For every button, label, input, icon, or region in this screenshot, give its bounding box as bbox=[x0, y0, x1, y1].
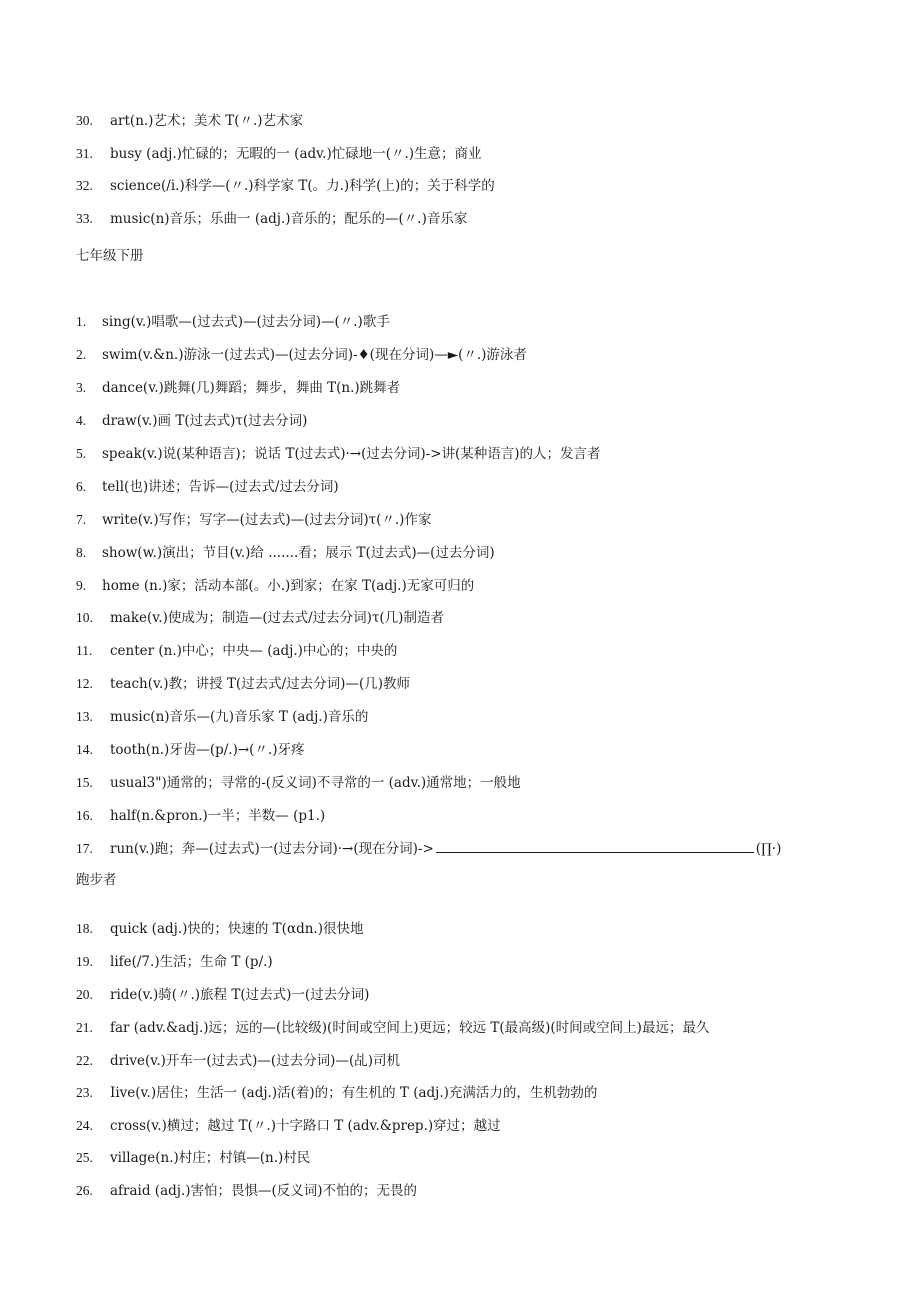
entry-number: 12. bbox=[76, 676, 93, 691]
entry-continuation: 跑步者 bbox=[76, 872, 117, 888]
section-heading: 七年级下册 bbox=[76, 248, 144, 264]
entry-number: 4. bbox=[76, 413, 87, 428]
entry-text: cross(v.)横过；越过 T(〃.)十字路口 T (adv.&prep.)穿过；越过 bbox=[110, 1118, 501, 1134]
vocab-entry bbox=[76, 544, 495, 562]
vocab-entry bbox=[76, 379, 400, 397]
entry-text: half(n.&pron.)一半；半数— (p1.) bbox=[110, 808, 326, 824]
entry-number: 5. bbox=[76, 446, 87, 461]
vocab-entry bbox=[76, 577, 474, 595]
vocab-entry bbox=[76, 445, 601, 463]
entry-text: tooth(n.)牙齿—(p/.)→(〃.)牙疼 bbox=[110, 742, 305, 758]
entry-text: write(v.)写作；写字—(过去式)—(过去分词)τ(〃.)作家 bbox=[102, 512, 432, 528]
vocab-entry bbox=[76, 609, 444, 627]
answer-blank bbox=[436, 840, 754, 853]
vocab-entry bbox=[76, 840, 781, 858]
vocab-entry bbox=[76, 774, 521, 792]
entry-number: 7. bbox=[76, 512, 87, 527]
entry-text: music(n)音乐—(九)音乐家 T (adj.)音乐的 bbox=[110, 709, 369, 725]
entry-number: 14. bbox=[76, 742, 93, 757]
entry-text: sing(v.)唱歌—(过去式)—(过去分词)—(〃.)歌手 bbox=[102, 314, 390, 330]
vocab-entry bbox=[76, 741, 304, 759]
vocab-entry bbox=[76, 642, 397, 660]
entry-number: 13. bbox=[76, 709, 93, 724]
entry-number: 22. bbox=[76, 1053, 93, 1068]
entry-text: run(v.)跑；奔—(过去式)一(过去分词)·→(现在分词)-> bbox=[110, 841, 434, 857]
entry-number: 19. bbox=[76, 954, 93, 969]
vocab-entry bbox=[76, 1052, 400, 1070]
entry-tail: (∏·) bbox=[755, 841, 782, 857]
entry-number: 18. bbox=[76, 921, 93, 936]
entry-text: drive(v.)开车一(过去式)—(过去分词)—(乩)司机 bbox=[110, 1053, 400, 1069]
entry-number: 17. bbox=[76, 841, 93, 856]
entry-text: ride(v.)骑(〃.)旅程 T(过去式)一(过去分词) bbox=[110, 987, 370, 1003]
entry-text: center (n.)中心；中央— (adj.)中心的；中央的 bbox=[110, 643, 398, 659]
vocab-entry bbox=[76, 145, 482, 163]
entry-number: 11. bbox=[76, 643, 93, 658]
entry-number: 1. bbox=[76, 314, 87, 329]
vocab-entry bbox=[76, 1019, 709, 1037]
vocab-entry bbox=[76, 412, 307, 430]
vocab-entry bbox=[76, 1149, 310, 1167]
vocab-entry bbox=[76, 511, 431, 529]
vocab-entry bbox=[76, 1117, 501, 1135]
entry-text: village(n.)村庄；村镇—(n.)村民 bbox=[110, 1150, 311, 1166]
vocab-entry bbox=[76, 177, 495, 195]
vocab-entry bbox=[76, 313, 390, 331]
vocab-entry bbox=[76, 346, 527, 364]
entry-text: make(v.)使成为；制造—(过去式/过去分词)τ(几)制造者 bbox=[110, 610, 444, 626]
entry-number: 8. bbox=[76, 545, 87, 560]
entry-text: far (adv.&adj.)远；远的—(比较级)(时间或空间上)更远；较远 T(最高级)(时间或空间上)最远；最久 bbox=[110, 1020, 710, 1036]
entry-text: home (n.)家；活动本部(。小.)到家；在家 T(adj.)无家可归的 bbox=[102, 578, 475, 594]
entry-number: 25. bbox=[76, 1150, 93, 1165]
entry-text: afraid (adj.)害怕；畏惧—(反义词)不怕的；无畏的 bbox=[110, 1183, 418, 1199]
entry-text: life(/7.)生活；生命 T (p/.) bbox=[110, 954, 273, 970]
entry-number: 2. bbox=[76, 347, 87, 362]
vocab-entry bbox=[76, 708, 368, 726]
vocab-entry bbox=[76, 210, 467, 228]
entry-text: show(w.)演出；节目(v.)给 .......看；展示 T(过去式)—(过去分词) bbox=[102, 545, 495, 561]
vocab-entry bbox=[76, 986, 369, 1004]
vocab-entry bbox=[76, 920, 363, 938]
vocab-entry bbox=[76, 1084, 597, 1102]
entry-number: 20. bbox=[76, 987, 93, 1002]
entry-text: busy (adj.)忙碌的；无暇的一 (adv.)忙碌地一(〃.)生意；商业 bbox=[110, 146, 482, 162]
entry-text: science(/i.)科学—(〃.)科学家 T(。力.)科学(上)的；关于科学的 bbox=[110, 178, 495, 194]
entry-text: swim(v.&n.)游泳一(过去式)—(过去分词)-♦(现在分词)—►(〃.)游泳者 bbox=[102, 347, 527, 363]
entry-number: 3. bbox=[76, 380, 87, 395]
entry-text: Iive(v.)居住；生活一 (adj.)活(着)的；有生机的 T (adj.)充满活力的，生机勃勃的 bbox=[110, 1085, 598, 1101]
entry-number: 16. bbox=[76, 808, 93, 823]
vocab-entry bbox=[76, 807, 325, 825]
entry-number: 24. bbox=[76, 1118, 93, 1133]
entry-text: tell(也)讲述；告诉—(过去式/过去分词) bbox=[102, 479, 339, 495]
entry-number: 26. bbox=[76, 1183, 93, 1198]
entry-number: 30. bbox=[76, 113, 93, 128]
entry-text: music(n)音乐；乐曲一 (adj.)音乐的；配乐的—(〃.)音乐家 bbox=[110, 211, 468, 227]
entry-number: 10. bbox=[76, 610, 93, 625]
entry-number: 23. bbox=[76, 1085, 93, 1100]
vocab-entry bbox=[76, 478, 339, 496]
entry-number: 31. bbox=[76, 146, 93, 161]
entry-text: quick (adj.)快的；快速的 T(αdn.)很快地 bbox=[110, 921, 364, 937]
vocab-entry bbox=[76, 953, 273, 971]
entry-number: 9. bbox=[76, 578, 87, 593]
entry-text: usual3")通常的；寻常的-(反义词)不寻常的一 (adv.)通常地；一般地 bbox=[110, 775, 521, 791]
entry-number: 6. bbox=[76, 479, 87, 494]
entry-text: draw(v.)画 T(过去式)τ(过去分词) bbox=[102, 413, 308, 429]
entry-number: 32. bbox=[76, 178, 93, 193]
entry-number: 21. bbox=[76, 1020, 93, 1035]
entry-text: art(n.)艺术；美术 T(〃.)艺术家 bbox=[110, 113, 304, 129]
entry-text: teach(v.)教；讲授 T(过去式/过去分词)—(几)教师 bbox=[110, 676, 410, 692]
vocab-entry bbox=[76, 112, 303, 130]
vocab-entry bbox=[76, 675, 410, 693]
entry-number: 15. bbox=[76, 775, 93, 790]
vocab-entry bbox=[76, 1182, 417, 1200]
entry-text: dance(v.)跳舞(几)舞蹈；舞步，舞曲 T(n.)跳舞者 bbox=[102, 380, 401, 396]
entry-number: 33. bbox=[76, 211, 93, 226]
entry-text: speak(v.)说(某种语言)；说话 T(过去式)·→(过去分词)->讲(某种语言)的人；发言者 bbox=[102, 446, 601, 462]
